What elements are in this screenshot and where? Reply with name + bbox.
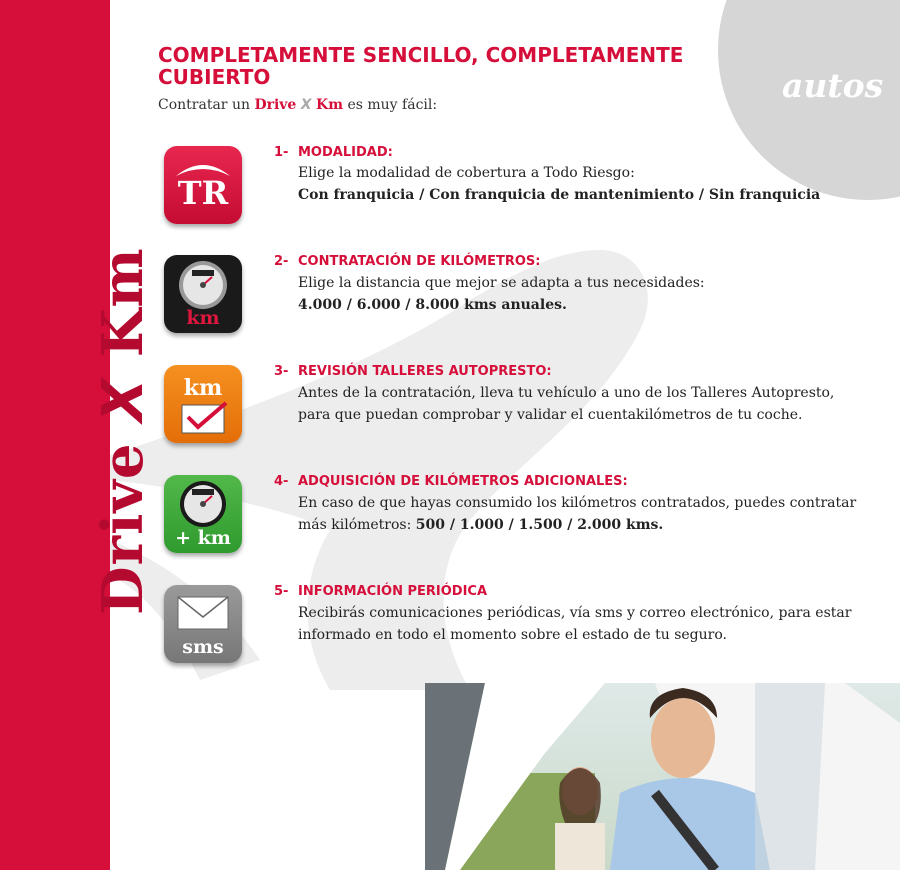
car-photo bbox=[425, 683, 900, 870]
step-2-number: 2- bbox=[274, 254, 289, 269]
step-4-line-2 bbox=[298, 514, 663, 536]
sidebar-brand-km: Km bbox=[90, 247, 156, 358]
intro-brand-x: X bbox=[300, 97, 312, 113]
km-check-icon bbox=[164, 365, 242, 443]
step-4-title: ADQUISICIÓN DE KILÓMETROS ADICIONALES: bbox=[298, 474, 628, 489]
sidebar-brand-x: X bbox=[91, 377, 156, 422]
km-check-label: km bbox=[183, 375, 223, 401]
intro-before: Contratar un bbox=[158, 97, 250, 113]
intro-brand-drive: Drive bbox=[254, 97, 297, 113]
step-5-line-1: Recibirás comunicaciones periódicas, vía sms y correo electrónico, para estar bbox=[298, 605, 852, 621]
odometer-km-icon bbox=[164, 255, 242, 333]
odometer-plus-km-icon bbox=[164, 475, 242, 553]
step-1-line-1: Elige la modalidad de cobertura a Todo Riesgo: bbox=[298, 165, 635, 181]
step-4-options: 500 / 1.000 / 1.500 / 2.000 kms. bbox=[415, 517, 664, 533]
step-4-line-1: En caso de que hayas consumido los kilómetros contratados, puedes contratar bbox=[298, 495, 857, 511]
odometer-plus-km-label: + km bbox=[175, 527, 231, 549]
checkbox-icon bbox=[164, 365, 242, 443]
tr-icon-label: TR bbox=[177, 174, 229, 212]
car-photo-illustration bbox=[425, 683, 900, 870]
step-1-title: MODALIDAD: bbox=[298, 145, 393, 160]
intro-text bbox=[158, 97, 437, 113]
step-1-line-2 bbox=[298, 184, 820, 206]
step-5-title: INFORMACIÓN PERIÓDICA bbox=[298, 584, 488, 599]
step-5-line-2: informado en todo el momento sobre el estado de tu seguro. bbox=[298, 627, 727, 643]
page-title: COMPLETAMENTE SENCILLO, COMPLETAMENTE CUBIERTO bbox=[158, 43, 684, 89]
sms-envelope-icon bbox=[164, 585, 242, 663]
step-1-number: 1- bbox=[274, 145, 289, 160]
step-3-number: 3- bbox=[274, 364, 289, 379]
sidebar-brand-drive: Drive bbox=[90, 442, 156, 615]
step-3-line-1: Antes de la contratación, lleva tu vehículo a uno de los Talleres Autopresto, bbox=[298, 385, 835, 401]
tr-icon bbox=[164, 146, 242, 224]
step-3-line-2: para que puedan comprobar y validar el cuentakilómetros de tu coche. bbox=[298, 407, 803, 423]
odometer-km-label: km bbox=[186, 307, 220, 329]
sms-label: sms bbox=[182, 636, 224, 658]
step-4-number: 4- bbox=[274, 474, 289, 489]
step-4-line-2-text: más kilómetros: bbox=[298, 517, 412, 533]
step-2-line-2 bbox=[298, 294, 567, 316]
step-1-options: Con franquicia / Con franquicia de mantenimiento / Sin franquicia bbox=[298, 187, 821, 203]
sidebar-brand-text bbox=[90, 247, 156, 615]
intro-brand-km: Km bbox=[316, 97, 344, 113]
section-tag: autos bbox=[782, 66, 884, 105]
intro-after: es muy fácil: bbox=[347, 97, 438, 113]
step-3-title: REVISIÓN TALLERES AUTOPRESTO: bbox=[298, 364, 552, 379]
step-2-line-1: Elige la distancia que mejor se adapta a tus necesidades: bbox=[298, 275, 705, 291]
step-5-number: 5- bbox=[274, 584, 289, 599]
step-2-title: CONTRATACIÓN DE KILÓMETROS: bbox=[298, 254, 541, 269]
step-2-options: 4.000 / 6.000 / 8.000 kms anuales. bbox=[298, 297, 567, 313]
